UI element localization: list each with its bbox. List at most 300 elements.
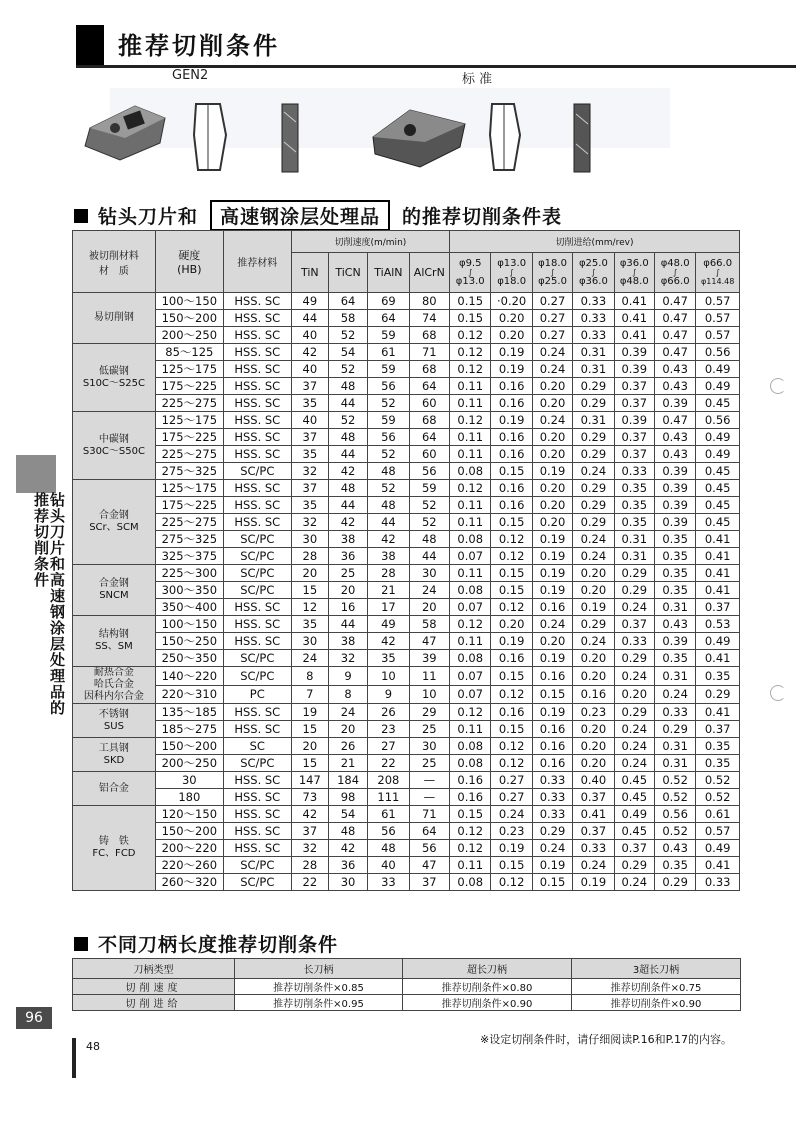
- cell-speed: 11: [409, 667, 449, 686]
- cell-tool-material: SC/PC: [223, 874, 291, 891]
- cell-feed: 0.37: [614, 446, 654, 463]
- cell-feed: 0.16: [532, 755, 572, 772]
- cell-speed: 25: [409, 721, 449, 738]
- cell-feed: 0.39: [654, 514, 695, 531]
- material-group-label: 合金钢 SNCM: [73, 565, 156, 616]
- cell-feed: 0.49: [696, 446, 740, 463]
- cell-feed: 0.12: [450, 327, 491, 344]
- cell-speed: 42: [328, 840, 367, 857]
- cell-speed-long: 推荐切削条件×0.85: [235, 979, 403, 995]
- cell-feed: 0.29: [614, 582, 654, 599]
- cell-feed: 0.45: [696, 463, 740, 480]
- cell-speed: 208: [368, 772, 409, 789]
- cell-speed: 42: [368, 633, 409, 650]
- cell-speed: 22: [368, 755, 409, 772]
- cell-speed: 37: [291, 480, 328, 497]
- cell-hardness: 260～320: [155, 874, 223, 891]
- header-coating-ticn: TiCN: [328, 253, 367, 293]
- section-heading-prefix: 钻头刀片和: [98, 206, 199, 228]
- table-row: [73, 806, 740, 823]
- cell-feed: 0.29: [532, 823, 572, 840]
- diameter-to: φ66.0: [660, 275, 690, 287]
- cell-feed: 0.52: [696, 789, 740, 806]
- table-row: [73, 310, 740, 327]
- cell-feed: 0.31: [573, 344, 614, 361]
- cell-tool-material: SC/PC: [223, 565, 291, 582]
- gen2-insert-image: [80, 98, 170, 168]
- cell-feed-long: 推荐切削条件×0.95: [235, 995, 403, 1011]
- side-text-col2: 推荐切削条件: [32, 492, 50, 588]
- cell-feed: 0.16: [491, 395, 532, 412]
- header-diameter-range: [614, 253, 654, 293]
- cell-tool-material: SC/PC: [223, 531, 291, 548]
- diameter-from: φ66.0: [703, 257, 733, 269]
- cell-speed: 35: [291, 497, 328, 514]
- cell-feed: 0.20: [532, 395, 572, 412]
- cell-feed: 0.29: [573, 378, 614, 395]
- cell-hardness: 120～150: [155, 806, 223, 823]
- cell-hardness: 275～325: [155, 463, 223, 480]
- cell-feed: 0.20: [573, 667, 614, 686]
- cell-speed: 58: [409, 616, 449, 633]
- cell-feed: 0.15: [491, 721, 532, 738]
- cell-hardness: 125～175: [155, 480, 223, 497]
- cell-hardness: 225～300: [155, 565, 223, 582]
- cell-feed: 0.33: [532, 772, 572, 789]
- cell-feed: 0.16: [491, 704, 532, 721]
- table-row: [73, 395, 740, 412]
- cell-speed: 42: [328, 514, 367, 531]
- cell-feed: 0.23: [491, 823, 532, 840]
- cell-speed: 35: [291, 616, 328, 633]
- cell-feed: 0.29: [573, 429, 614, 446]
- cell-feed: 0.35: [614, 497, 654, 514]
- cell-feed-xlong: 推荐切削条件×0.90: [403, 995, 572, 1011]
- cell-feed: 0.11: [450, 395, 491, 412]
- cell-tool-material: HSS. SC: [223, 599, 291, 616]
- cell-feed: 0.23: [573, 704, 614, 721]
- cell-speed: 35: [291, 395, 328, 412]
- cell-feed: 0.53: [696, 616, 740, 633]
- cell-speed: 59: [409, 480, 449, 497]
- cell-speed: 184: [328, 772, 367, 789]
- cell-feed: 0.24: [614, 667, 654, 686]
- cell-speed: 29: [409, 704, 449, 721]
- cell-feed: 0.49: [696, 633, 740, 650]
- cell-speed: 24: [291, 650, 328, 667]
- cell-feed: 0.12: [450, 412, 491, 429]
- cell-feed: 0.35: [696, 738, 740, 755]
- cell-feed: 0.16: [532, 738, 572, 755]
- cell-tool-material: HSS. SC: [223, 327, 291, 344]
- cell-feed: 0.20: [532, 429, 572, 446]
- cell-feed: 0.41: [614, 327, 654, 344]
- cell-speed: 64: [409, 429, 449, 446]
- diameter-to: φ18.0: [497, 275, 527, 287]
- cell-feed: 0.52: [654, 789, 695, 806]
- cell-tool-material: HSS. SC: [223, 412, 291, 429]
- cell-feed: 0.11: [450, 514, 491, 531]
- cell-speed: 52: [368, 480, 409, 497]
- cell-feed: 0.47: [654, 293, 695, 310]
- cell-feed: 0.24: [532, 412, 572, 429]
- cell-feed: 0.12: [491, 531, 532, 548]
- cell-feed: 0.29: [573, 395, 614, 412]
- cell-feed: 0.57: [696, 310, 740, 327]
- cell-speed: 23: [368, 721, 409, 738]
- cell-feed: 0.24: [573, 548, 614, 565]
- cell-feed: 0.16: [491, 650, 532, 667]
- cell-speed: 44: [328, 497, 367, 514]
- cell-feed: 0.11: [450, 497, 491, 514]
- gen2-insert-side-view: [190, 100, 230, 175]
- table-row: [73, 755, 740, 772]
- cell-feed: 0.31: [654, 738, 695, 755]
- cell-feed: 0.08: [450, 650, 491, 667]
- cell-feed: 0.35: [654, 548, 695, 565]
- cell-hardness: 175～225: [155, 378, 223, 395]
- material-group-label: 易切削钢: [73, 293, 156, 344]
- cell-feed: 0.15: [491, 514, 532, 531]
- cell-feed: 0.11: [450, 633, 491, 650]
- cell-feed: 0.12: [450, 344, 491, 361]
- cell-speed: 73: [291, 789, 328, 806]
- cell-speed: 56: [368, 378, 409, 395]
- cell-speed: 44: [409, 548, 449, 565]
- cell-speed: —: [409, 772, 449, 789]
- diameter-from: φ36.0: [619, 257, 649, 269]
- cell-speed: 30: [409, 565, 449, 582]
- cell-feed: 0.16: [532, 721, 572, 738]
- cell-speed: 36: [328, 857, 367, 874]
- row-cutting-speed: 切削速度: [73, 979, 235, 995]
- cell-speed: 48: [368, 497, 409, 514]
- cell-speed-xlong: 推荐切削条件×0.80: [403, 979, 572, 995]
- cell-feed: 0.16: [491, 497, 532, 514]
- cell-speed: 32: [291, 463, 328, 480]
- bleed-through-text: [350, 28, 357, 52]
- cell-feed: 0.35: [654, 565, 695, 582]
- cell-feed: 0.15: [491, 582, 532, 599]
- header-diameter-range: [491, 253, 532, 293]
- cell-hardness: 325～375: [155, 548, 223, 565]
- cell-hardness: 175～225: [155, 497, 223, 514]
- cell-feed: 0.27: [491, 772, 532, 789]
- punch-hole-mark: [770, 685, 786, 701]
- cell-speed: 44: [368, 514, 409, 531]
- cell-tool-material: HSS. SC: [223, 480, 291, 497]
- cell-speed: 48: [328, 429, 367, 446]
- cell-feed: 0.24: [614, 721, 654, 738]
- cell-speed: 32: [291, 514, 328, 531]
- cell-feed: 0.15: [491, 565, 532, 582]
- cell-speed: 48: [368, 840, 409, 857]
- cell-feed: 0.11: [450, 721, 491, 738]
- cell-feed: 0.20: [532, 446, 572, 463]
- cell-speed: 20: [328, 582, 367, 599]
- cell-feed: 0.47: [654, 344, 695, 361]
- cell-speed: 68: [409, 412, 449, 429]
- cell-tool-material: SC/PC: [223, 667, 291, 686]
- cell-feed: 0.20: [573, 565, 614, 582]
- cell-feed: 0.52: [654, 823, 695, 840]
- cell-hardness: 180: [155, 789, 223, 806]
- cell-speed: 30: [291, 633, 328, 650]
- cell-feed: 0.37: [614, 616, 654, 633]
- cell-feed: 0.15: [450, 806, 491, 823]
- cell-feed: 0.20: [573, 738, 614, 755]
- cell-feed: 0.24: [614, 874, 654, 891]
- cell-feed-xxlong: 推荐切削条件×0.90: [572, 995, 741, 1011]
- cell-feed: 0.41: [696, 582, 740, 599]
- cell-tool-material: PC: [223, 685, 291, 704]
- cell-speed: 7: [291, 685, 328, 704]
- cell-speed: 38: [368, 548, 409, 565]
- cell-feed: 0.15: [450, 293, 491, 310]
- cell-tool-material: HSS. SC: [223, 344, 291, 361]
- diameter-from: φ18.0: [538, 257, 567, 269]
- standard-insert-side-view: [486, 100, 522, 175]
- diameter-to: φ36.0: [578, 275, 608, 287]
- cell-speed: 21: [328, 755, 367, 772]
- table-row: [73, 378, 740, 395]
- diameter-to: φ48.0: [619, 275, 649, 287]
- cell-speed: 20: [291, 565, 328, 582]
- cell-feed: 0.41: [696, 548, 740, 565]
- cell-feed: 0.12: [450, 616, 491, 633]
- cell-feed: 0.24: [573, 633, 614, 650]
- header-cutting-speed: 切削速度(m/min): [291, 231, 449, 253]
- cell-speed: 44: [328, 446, 367, 463]
- cell-speed: 25: [409, 755, 449, 772]
- cell-feed: 0.24: [532, 361, 572, 378]
- cell-hardness: 85～125: [155, 344, 223, 361]
- cell-hardness: 200～250: [155, 755, 223, 772]
- cell-feed: 0.39: [654, 497, 695, 514]
- cell-speed: 52: [368, 446, 409, 463]
- cell-feed: 0.31: [614, 548, 654, 565]
- cell-feed: 0.31: [573, 361, 614, 378]
- cell-feed: 0.33: [573, 293, 614, 310]
- cell-speed: 69: [368, 293, 409, 310]
- cell-feed: 0.33: [573, 310, 614, 327]
- cell-speed: 48: [409, 531, 449, 548]
- material-group-label: 铝合金: [73, 772, 156, 806]
- table-row: [73, 721, 740, 738]
- cell-feed: 0.20: [573, 721, 614, 738]
- cell-feed: 0.39: [614, 361, 654, 378]
- cell-speed: 15: [291, 582, 328, 599]
- table-row: [73, 548, 740, 565]
- cell-feed: 0.27: [532, 293, 572, 310]
- table-row: [73, 874, 740, 891]
- cell-feed: 0.43: [654, 446, 695, 463]
- cell-feed: 0.43: [654, 429, 695, 446]
- cell-speed: 68: [409, 327, 449, 344]
- table-row: [73, 667, 740, 686]
- diameter-from: φ25.0: [578, 257, 608, 269]
- cell-feed: 0.39: [614, 412, 654, 429]
- cell-feed: 0.19: [532, 704, 572, 721]
- side-text-col1: 钻头刀片和高速钢涂层处理品的: [48, 492, 66, 716]
- cell-feed: 0.07: [450, 667, 491, 686]
- cell-hardness: 125～175: [155, 412, 223, 429]
- cell-feed: 0.19: [532, 548, 572, 565]
- cell-speed: 42: [328, 463, 367, 480]
- cell-speed: 68: [409, 361, 449, 378]
- cell-feed: 0.45: [696, 497, 740, 514]
- cell-feed: 0.57: [696, 823, 740, 840]
- cell-tool-material: SC: [223, 738, 291, 755]
- cell-tool-material: HSS. SC: [223, 514, 291, 531]
- header-material: 被切削材料 材 质: [73, 231, 156, 293]
- cell-speed: 48: [328, 378, 367, 395]
- punch-hole-mark: [770, 378, 786, 394]
- cell-tool-material: HSS. SC: [223, 772, 291, 789]
- cell-speed: 40: [368, 857, 409, 874]
- cell-speed: 28: [368, 565, 409, 582]
- cell-feed: 0.24: [614, 738, 654, 755]
- cell-feed: 0.15: [491, 667, 532, 686]
- cell-speed: 32: [291, 840, 328, 857]
- cell-feed: 0.41: [696, 704, 740, 721]
- material-group-label: 耐热合金 哈氏合金 因科内尔合金: [73, 667, 156, 704]
- cell-speed: 35: [291, 446, 328, 463]
- cell-tool-material: HSS. SC: [223, 823, 291, 840]
- cell-speed: 71: [409, 344, 449, 361]
- table-row: [73, 650, 740, 667]
- cell-speed-xxlong: 推荐切削条件×0.75: [572, 979, 741, 995]
- cell-feed: 0.19: [532, 582, 572, 599]
- cell-feed: 0.12: [491, 874, 532, 891]
- cell-speed: 49: [368, 616, 409, 633]
- cell-feed: 0.29: [614, 650, 654, 667]
- cell-speed: 35: [368, 650, 409, 667]
- range-mark: ∫: [591, 267, 596, 277]
- cell-feed: 0.20: [491, 310, 532, 327]
- cell-feed: 0.33: [573, 840, 614, 857]
- header-cutting-feed: 切削进给(mm/rev): [450, 231, 740, 253]
- cell-feed: 0.29: [573, 480, 614, 497]
- cell-feed: 0.33: [614, 463, 654, 480]
- cell-speed: 10: [368, 667, 409, 686]
- cell-speed: 26: [368, 704, 409, 721]
- cell-feed: 0.11: [450, 857, 491, 874]
- cell-speed: 19: [291, 704, 328, 721]
- cell-speed: 42: [291, 806, 328, 823]
- cell-feed: 0.16: [450, 789, 491, 806]
- cell-speed: 59: [368, 327, 409, 344]
- cell-feed: 0.07: [450, 548, 491, 565]
- cell-speed: 40: [291, 412, 328, 429]
- cell-feed: 0.43: [654, 616, 695, 633]
- cell-speed: 38: [328, 633, 367, 650]
- cell-speed: 48: [328, 823, 367, 840]
- footnote: ※设定切削条件时，请仔细阅读P.16和P.17的内容。: [480, 1033, 733, 1046]
- cell-speed: 64: [368, 310, 409, 327]
- cell-feed: 0.56: [696, 412, 740, 429]
- table-row: [73, 616, 740, 633]
- diameter-to: φ114.48: [701, 276, 735, 286]
- cell-feed: 0.57: [696, 293, 740, 310]
- cell-feed: 0.20: [614, 685, 654, 704]
- cell-hardness: 220～310: [155, 685, 223, 704]
- heading-square-icon: [74, 209, 88, 223]
- diameter-to: φ13.0: [455, 275, 485, 287]
- standard-label: 标 准: [462, 72, 493, 87]
- gen2-insert-edge-view: [280, 102, 300, 174]
- table-row: [73, 429, 740, 446]
- range-mark: ∫: [550, 267, 555, 277]
- header-diameter-range: [573, 253, 614, 293]
- cell-feed: 0.35: [696, 755, 740, 772]
- section-heading-drill-inserts: [74, 200, 562, 231]
- cell-feed: 0.08: [450, 531, 491, 548]
- cell-speed: 48: [368, 463, 409, 480]
- cell-feed: 0.19: [573, 874, 614, 891]
- cell-feed: 0.39: [614, 344, 654, 361]
- diameter-to: φ25.0: [538, 275, 567, 287]
- cell-feed: 0.31: [654, 755, 695, 772]
- cell-speed: 38: [328, 531, 367, 548]
- cell-speed: 9: [328, 667, 367, 686]
- cell-feed: 0.47: [654, 412, 695, 429]
- cell-tool-material: HSS. SC: [223, 721, 291, 738]
- cell-hardness: 150～200: [155, 738, 223, 755]
- cell-speed: 42: [291, 344, 328, 361]
- cell-feed: 0.35: [654, 582, 695, 599]
- cell-feed: 0.12: [491, 738, 532, 755]
- header-diameter-range: [654, 253, 695, 293]
- gen2-label: GEN2: [172, 68, 209, 83]
- cell-hardness: 225～275: [155, 514, 223, 531]
- row-cutting-feed: 切削进给: [73, 995, 235, 1011]
- cell-speed: 147: [291, 772, 328, 789]
- cell-feed: 0.61: [696, 806, 740, 823]
- cell-feed: 0.31: [614, 531, 654, 548]
- range-mark: ∫: [509, 267, 514, 277]
- cell-feed: 0.49: [614, 806, 654, 823]
- cell-feed: 0.27: [532, 327, 572, 344]
- side-tab-marker: [16, 455, 56, 493]
- cell-speed: 44: [328, 616, 367, 633]
- cell-feed: 0.29: [573, 514, 614, 531]
- cell-feed: 0.29: [614, 704, 654, 721]
- cell-tool-material: HSS. SC: [223, 497, 291, 514]
- page-number: 96: [16, 1007, 52, 1029]
- cell-feed: 0.19: [532, 463, 572, 480]
- material-group-label: 低碳钢 S10C～S25C: [73, 344, 156, 412]
- title-marker: [76, 25, 104, 65]
- cell-speed: 44: [291, 310, 328, 327]
- cell-speed: 52: [328, 361, 367, 378]
- cell-feed: 0.19: [532, 857, 572, 874]
- cell-feed: 0.45: [614, 823, 654, 840]
- page-bar: [72, 1038, 76, 1078]
- cell-hardness: 225～275: [155, 395, 223, 412]
- cell-tool-material: SC/PC: [223, 650, 291, 667]
- cell-speed: 33: [368, 874, 409, 891]
- cell-hardness: 225～275: [155, 446, 223, 463]
- table-row: [73, 344, 740, 361]
- cell-speed: 30: [409, 738, 449, 755]
- material-group-label: 中碳钢 S30C～S50C: [73, 412, 156, 480]
- cell-speed: 39: [409, 650, 449, 667]
- cell-speed: 44: [328, 395, 367, 412]
- cell-speed: 64: [409, 378, 449, 395]
- cell-hardness: 150～200: [155, 310, 223, 327]
- cell-feed: 0.08: [450, 738, 491, 755]
